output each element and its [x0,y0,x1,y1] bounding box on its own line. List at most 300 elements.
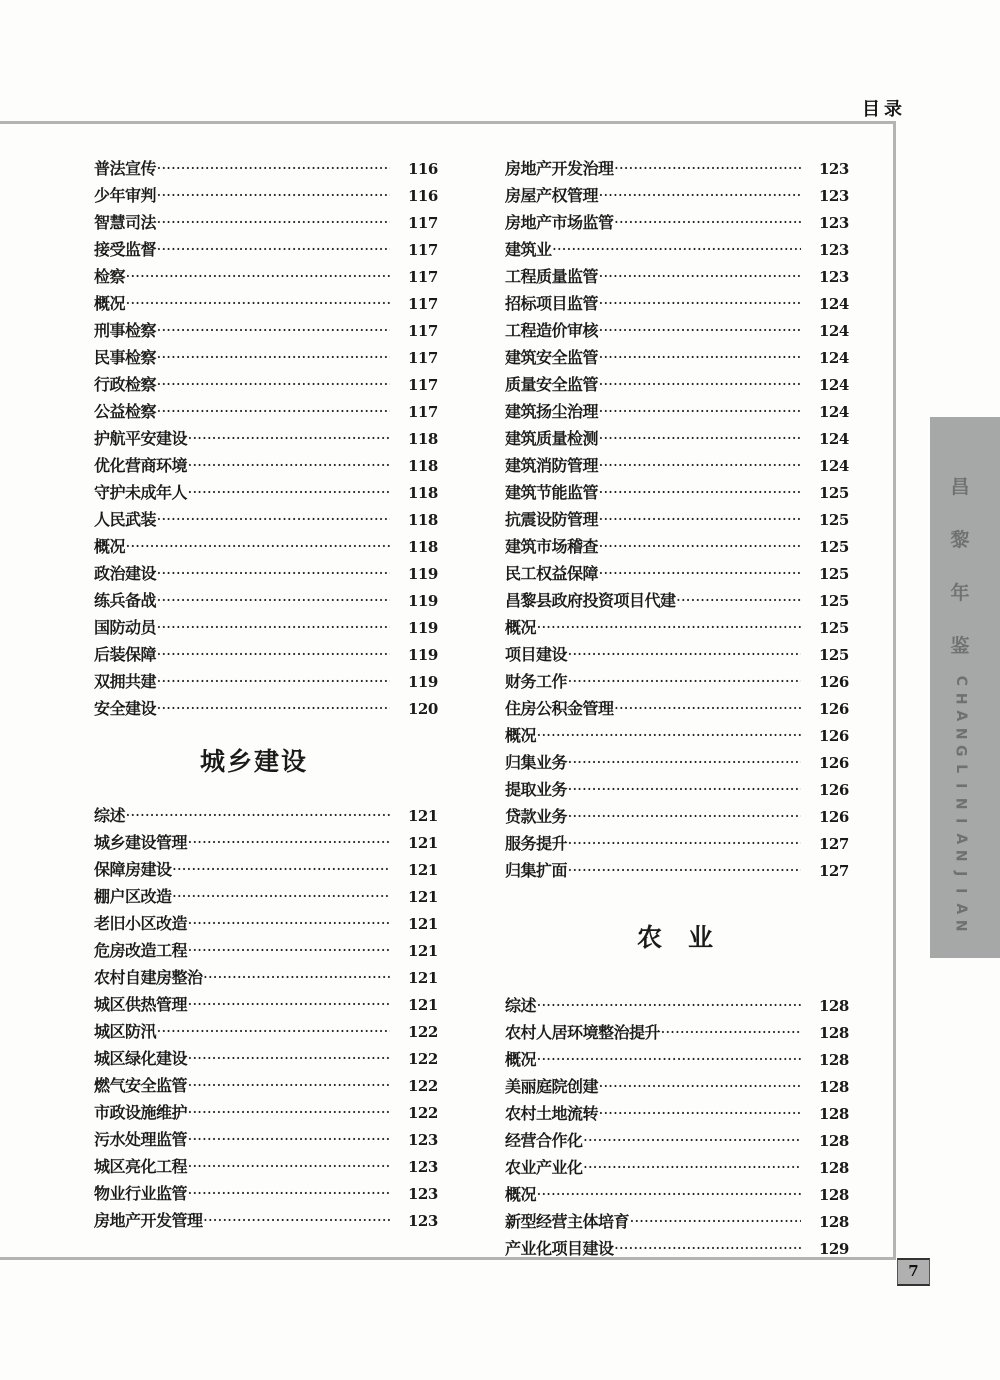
leader-dots [599,533,801,560]
leader-dots [599,317,801,344]
leader-dots [615,1235,801,1262]
toc-entry[interactable] [505,425,849,452]
toc-entry[interactable] [94,695,438,722]
toc-entry-page: 122 [408,1023,438,1041]
toc-entry[interactable] [94,533,438,560]
toc-entry-page: 126 [819,754,849,772]
side-tab-char: 黎 [950,529,970,551]
leader-dots [568,830,801,857]
toc-entry-label: 综述 [505,996,537,1015]
leader-dots [599,506,801,533]
leader-dots [584,1127,801,1154]
side-tab-letter: G [952,745,969,757]
leader-dots [599,560,801,587]
toc-entry[interactable] [94,802,438,829]
leader-dots [188,1180,390,1207]
toc-entry[interactable] [505,479,849,506]
toc-entry-page: 127 [819,835,849,853]
toc-entry-label: 建筑业 [505,240,552,259]
leader-dots [188,1126,390,1153]
toc-group-right-1 [505,155,849,884]
leader-dots [599,344,801,371]
toc-entry-label: 服务提升 [505,834,568,853]
toc-entry[interactable] [94,1018,438,1045]
toc-entry[interactable] [94,991,438,1018]
toc-right-column [505,155,849,1262]
side-tab-letter: A [952,710,969,722]
toc-entry-label: 美丽庭院创建 [505,1077,599,1096]
toc-entry-page: 124 [819,322,849,340]
toc-entry[interactable] [94,883,438,910]
toc-entry-label: 后装保障 [94,645,157,664]
toc-entry-label: 农村人居环境整治提升 [505,1023,661,1042]
toc-entry[interactable] [94,263,438,290]
toc-entry-page: 121 [408,807,438,825]
toc-entry[interactable] [94,614,438,641]
toc-entry-page: 128 [819,1051,849,1069]
toc-entry-page: 119 [408,565,438,583]
toc-entry[interactable] [94,910,438,937]
toc-entry-page: 122 [408,1050,438,1068]
toc-entry-label: 普法宣传 [94,159,157,178]
toc-entry-page: 124 [819,403,849,421]
leader-dots [157,614,390,641]
toc-entry-page: 128 [819,997,849,1015]
toc-entry-page: 117 [408,295,438,313]
toc-entry-page: 117 [408,322,438,340]
section-heading-urban-rural-construction: 城乡建设 [199,747,308,776]
leader-dots [204,1207,390,1234]
side-tab-letter: N [952,849,969,862]
toc-entry[interactable] [94,1099,438,1126]
leader-dots [615,695,801,722]
leader-dots [615,155,801,182]
leader-dots [599,398,801,425]
toc-entry-label: 污水处理监管 [94,1130,188,1149]
toc-entry-label: 检察 [94,267,126,286]
toc-entry-label: 房地产开发治理 [505,159,614,178]
toc-entry-page: 119 [408,673,438,691]
toc-entry-label: 经营合作化 [505,1131,583,1150]
leader-dots [599,371,801,398]
leader-dots [584,1154,801,1181]
toc-entry-page: 117 [408,268,438,286]
leader-dots [188,991,390,1018]
toc-entry-label: 刑事检察 [94,321,157,340]
toc-entry-page: 124 [819,457,849,475]
leader-dots [661,1019,801,1046]
toc-entry[interactable] [505,182,849,209]
toc-entry[interactable] [505,1100,849,1127]
leader-dots [157,695,390,722]
leader-dots [568,749,801,776]
toc-entry-page: 126 [819,808,849,826]
toc-entry-label: 产业化项目建设 [505,1239,614,1258]
side-tab-letter: N [952,797,969,810]
side-tab-letter: I [952,783,969,789]
toc-entry[interactable] [505,1235,849,1262]
toc-entry-label: 质量安全监管 [505,375,599,394]
leader-dots [204,964,390,991]
toc-entry-label: 提取业务 [505,780,568,799]
side-tab-letter: A [952,902,969,914]
toc-entry-label: 房地产开发管理 [94,1211,203,1230]
leader-dots [599,1073,801,1100]
leader-dots [188,910,390,937]
toc-entry-label: 农村土地流转 [505,1104,599,1123]
toc-entry-page: 125 [819,511,849,529]
toc-entry[interactable] [94,1153,438,1180]
leader-dots [173,856,390,883]
toc-entry[interactable] [505,317,849,344]
toc-entry[interactable] [94,641,438,668]
toc-entry[interactable] [505,722,849,749]
toc-entry[interactable] [505,1181,849,1208]
side-tab-letter: H [952,692,969,705]
toc-entry[interactable] [505,398,849,425]
leader-dots [157,209,390,236]
toc-entry-page: 123 [819,214,849,232]
toc-entry-page: 125 [819,484,849,502]
side-tab-letter: I [952,888,969,894]
toc-entry-label: 公益检察 [94,402,157,421]
toc-entry-label: 招标项目监管 [505,294,599,313]
toc-entry[interactable] [94,344,438,371]
toc-entry-label: 昌黎县政府投资项目代建 [505,591,676,610]
toc-entry-label: 建筑安全监管 [505,348,599,367]
toc-entry[interactable] [505,1019,849,1046]
toc-entry-page: 126 [819,781,849,799]
toc-entry-page: 121 [408,834,438,852]
toc-entry[interactable] [505,749,849,776]
toc-entry-label: 老旧小区改造 [94,914,188,933]
toc-entry-page: 123 [819,268,849,286]
toc-entry[interactable] [94,506,438,533]
toc-entry[interactable] [505,803,849,830]
toc-group-left-2 [94,802,438,1234]
leader-dots [188,829,390,856]
leader-dots [126,533,390,560]
toc-entry[interactable] [94,209,438,236]
side-tab-letter: A [952,832,969,844]
toc-entry-page: 121 [408,888,438,906]
toc-entry-label: 人民武装 [94,510,157,529]
toc-entry-page: 126 [819,673,849,691]
toc-entry-page: 123 [819,160,849,178]
leader-dots [157,344,390,371]
toc-entry-label: 城区供热管理 [94,995,188,1014]
toc-entry-page: 123 [408,1185,438,1203]
toc-entry[interactable] [505,668,849,695]
toc-entry-page: 121 [408,915,438,933]
leader-dots [188,1072,390,1099]
toc-entry-label: 工程质量监管 [505,267,599,286]
side-tab-letter: L [952,763,969,773]
toc-entry-page: 128 [819,1186,849,1204]
toc-entry-label: 民工权益保障 [505,564,599,583]
toc-entry[interactable] [94,236,438,263]
toc-entry[interactable] [505,587,849,614]
toc-entry[interactable] [505,1154,849,1181]
toc-entry-page: 123 [408,1212,438,1230]
toc-entry-page: 123 [819,241,849,259]
toc-entry-label: 建筑扬尘治理 [505,402,599,421]
leader-dots [126,290,390,317]
toc-entry[interactable] [94,452,438,479]
toc-entry-label: 住房公积金管理 [505,699,614,718]
toc-entry-label: 接受监督 [94,240,157,259]
leader-dots [537,1181,801,1208]
side-tab-letter: C [952,675,969,686]
toc-entry[interactable] [94,1207,438,1234]
toc-entry-label: 少年审判 [94,186,157,205]
leader-dots [157,506,390,533]
toc-entry-label: 守护未成年人 [94,483,188,502]
toc-entry[interactable] [505,1073,849,1100]
toc-entry-label: 新型经营主体培育 [505,1212,630,1231]
toc-entry-page: 117 [408,349,438,367]
toc-entry-label: 双拥共建 [94,672,157,691]
toc-entry[interactable] [505,1046,849,1073]
toc-entry-page: 121 [408,996,438,1014]
leader-dots [126,263,390,290]
toc-entry-page: 118 [408,457,438,475]
toc-entry-label: 城乡建设管理 [94,833,188,852]
toc-entry-label: 棚户区改造 [94,887,172,906]
toc-entry-page: 128 [819,1159,849,1177]
toc-entry[interactable] [505,560,849,587]
toc-entry-page: 127 [819,862,849,880]
toc-entry-label: 概况 [505,618,537,637]
toc-entry-label: 项目建设 [505,645,568,664]
toc-entry-label: 民事检察 [94,348,157,367]
toc-entry[interactable] [505,290,849,317]
leader-dots [630,1208,801,1235]
leader-dots [157,182,390,209]
toc-entry-page: 117 [408,241,438,259]
toc-entry[interactable] [505,371,849,398]
leader-dots [188,1045,390,1072]
leader-dots [157,587,390,614]
toc-entry[interactable] [505,263,849,290]
toc-entry-page: 123 [408,1158,438,1176]
side-tab-pinyin-title [950,672,970,935]
toc-entry[interactable] [94,937,438,964]
toc-entry[interactable] [94,398,438,425]
toc-entry-page: 121 [408,942,438,960]
toc-entry[interactable] [505,614,849,641]
toc-entry[interactable] [505,155,849,182]
toc-entry[interactable] [505,236,849,263]
toc-entry-page: 128 [819,1213,849,1231]
side-tab-letter: J [952,870,969,876]
toc-entry-label: 房地产市场监管 [505,213,614,232]
toc-entry-page: 119 [408,619,438,637]
toc-entry[interactable] [94,560,438,587]
toc-entry[interactable] [94,856,438,883]
toc-entry[interactable] [505,1127,849,1154]
leader-dots [157,236,390,263]
leader-dots [568,803,801,830]
toc-entry-page: 124 [819,349,849,367]
leader-dots [126,802,390,829]
toc-entry[interactable] [94,425,438,452]
leader-dots [173,883,390,910]
leader-dots [157,155,390,182]
toc-group-left-1 [94,155,438,722]
toc-left-column [94,155,438,1234]
toc-entry-page: 117 [408,376,438,394]
toc-entry-page: 122 [408,1104,438,1122]
toc-entry-label: 综述 [94,806,126,825]
toc-entry[interactable] [505,1208,849,1235]
toc-entry[interactable] [505,830,849,857]
toc-entry[interactable] [505,857,849,884]
leader-dots [568,857,801,884]
leader-dots [568,776,801,803]
side-tab-letter: N [952,727,969,740]
leader-dots [599,263,801,290]
toc-entry[interactable] [505,452,849,479]
leader-dots [188,1099,390,1126]
leader-dots [599,290,801,317]
toc-entry-page: 125 [819,565,849,583]
section-heading-agriculture: 农业 [636,923,739,952]
leader-dots [188,937,390,964]
side-tab-letter: N [952,919,969,932]
side-tab-char: 年 [950,582,970,604]
toc-entry[interactable] [505,209,849,236]
toc-entry-label: 智慧司法 [94,213,157,232]
toc-entry-label: 保障房建设 [94,860,172,879]
toc-entry-page: 119 [408,646,438,664]
toc-entry-page: 120 [408,700,438,718]
toc-entry-page: 123 [819,187,849,205]
toc-entry-page: 125 [819,592,849,610]
toc-entry-label: 政治建设 [94,564,157,583]
side-tab-letter: I [952,818,969,824]
leader-dots [599,479,801,506]
toc-entry-page: 122 [408,1077,438,1095]
leader-dots [568,668,801,695]
toc-entry[interactable] [94,479,438,506]
toc-entry[interactable] [505,344,849,371]
toc-entry[interactable] [505,992,849,1019]
toc-entry-label: 护航平安建设 [94,429,188,448]
toc-entry-label: 城区防汛 [94,1022,157,1041]
toc-entry[interactable] [505,641,849,668]
toc-entry[interactable] [505,776,849,803]
toc-entry[interactable] [94,1180,438,1207]
toc-entry-label: 行政检察 [94,375,157,394]
toc-entry[interactable] [94,290,438,317]
toc-entry-page: 119 [408,592,438,610]
page-number: 7 [897,1258,930,1286]
leader-dots [157,1018,390,1045]
toc-entry[interactable] [505,533,849,560]
toc-entry-page: 124 [819,430,849,448]
leader-dots [157,317,390,344]
toc-entry-page: 129 [819,1240,849,1258]
toc-entry[interactable] [94,317,438,344]
toc-entry[interactable] [94,155,438,182]
toc-entry-label: 物业行业监管 [94,1184,188,1203]
toc-entry-page: 118 [408,538,438,556]
toc-entry-label: 抗震设防管理 [505,510,599,529]
toc-entry[interactable] [94,182,438,209]
toc-entry-page: 116 [408,187,438,205]
toc-entry-page: 125 [819,619,849,637]
toc-entry[interactable] [94,668,438,695]
toc-entry-label: 燃气安全监管 [94,1076,188,1095]
toc-entry-label: 练兵备战 [94,591,157,610]
toc-entry[interactable] [505,695,849,722]
toc-entry[interactable] [505,506,849,533]
toc-entry-page: 118 [408,484,438,502]
toc-entry-label: 概况 [505,726,537,745]
toc-entry-label: 安全建设 [94,699,157,718]
leader-dots [188,1153,390,1180]
leader-dots [157,668,390,695]
toc-entry-label: 归集业务 [505,753,568,772]
toc-entry-label: 农村自建房整治 [94,968,203,987]
leader-dots [553,236,801,263]
toc-entry-page: 124 [819,295,849,313]
toc-entry-page: 124 [819,376,849,394]
toc-entry-label: 财务工作 [505,672,568,691]
leader-dots [157,560,390,587]
leader-dots [537,1046,801,1073]
toc-entry-label: 贷款业务 [505,807,568,826]
leader-dots [537,614,801,641]
leader-dots [157,641,390,668]
toc-entry-label: 概况 [94,537,126,556]
toc-entry-label: 优化营商环境 [94,456,188,475]
toc-entry-label: 工程造价审核 [505,321,599,340]
side-tab-char: 鉴 [950,635,970,657]
toc-entry-label: 概况 [505,1185,537,1204]
toc-entry-label: 建筑市场稽查 [505,537,599,556]
toc-entry-label: 建筑节能监管 [505,483,599,502]
toc-entry[interactable] [94,964,438,991]
toc-entry-page: 121 [408,861,438,879]
toc-entry-page: 125 [819,538,849,556]
leader-dots [599,425,801,452]
leader-dots [677,587,801,614]
leader-dots [615,209,801,236]
toc-entry-label: 城区亮化工程 [94,1157,188,1176]
leader-dots [157,398,390,425]
leader-dots [599,182,801,209]
toc-entry[interactable] [94,829,438,856]
toc-entry-page: 125 [819,646,849,664]
toc-entry[interactable] [94,1045,438,1072]
leader-dots [188,479,390,506]
toc-entry[interactable] [94,1126,438,1153]
toc-entry-label: 归集扩面 [505,861,568,880]
toc-entry[interactable] [94,1072,438,1099]
toc-entry-page: 117 [408,403,438,421]
toc-entry[interactable] [94,587,438,614]
toc-entry-label: 建筑消防管理 [505,456,599,475]
toc-entry-page: 126 [819,700,849,718]
toc-entry[interactable] [94,371,438,398]
toc-entry-label: 建筑质量检测 [505,429,599,448]
leader-dots [599,1100,801,1127]
toc-entry-page: 118 [408,430,438,448]
side-tab-yearbook [930,417,1000,958]
toc-entry-page: 126 [819,727,849,745]
